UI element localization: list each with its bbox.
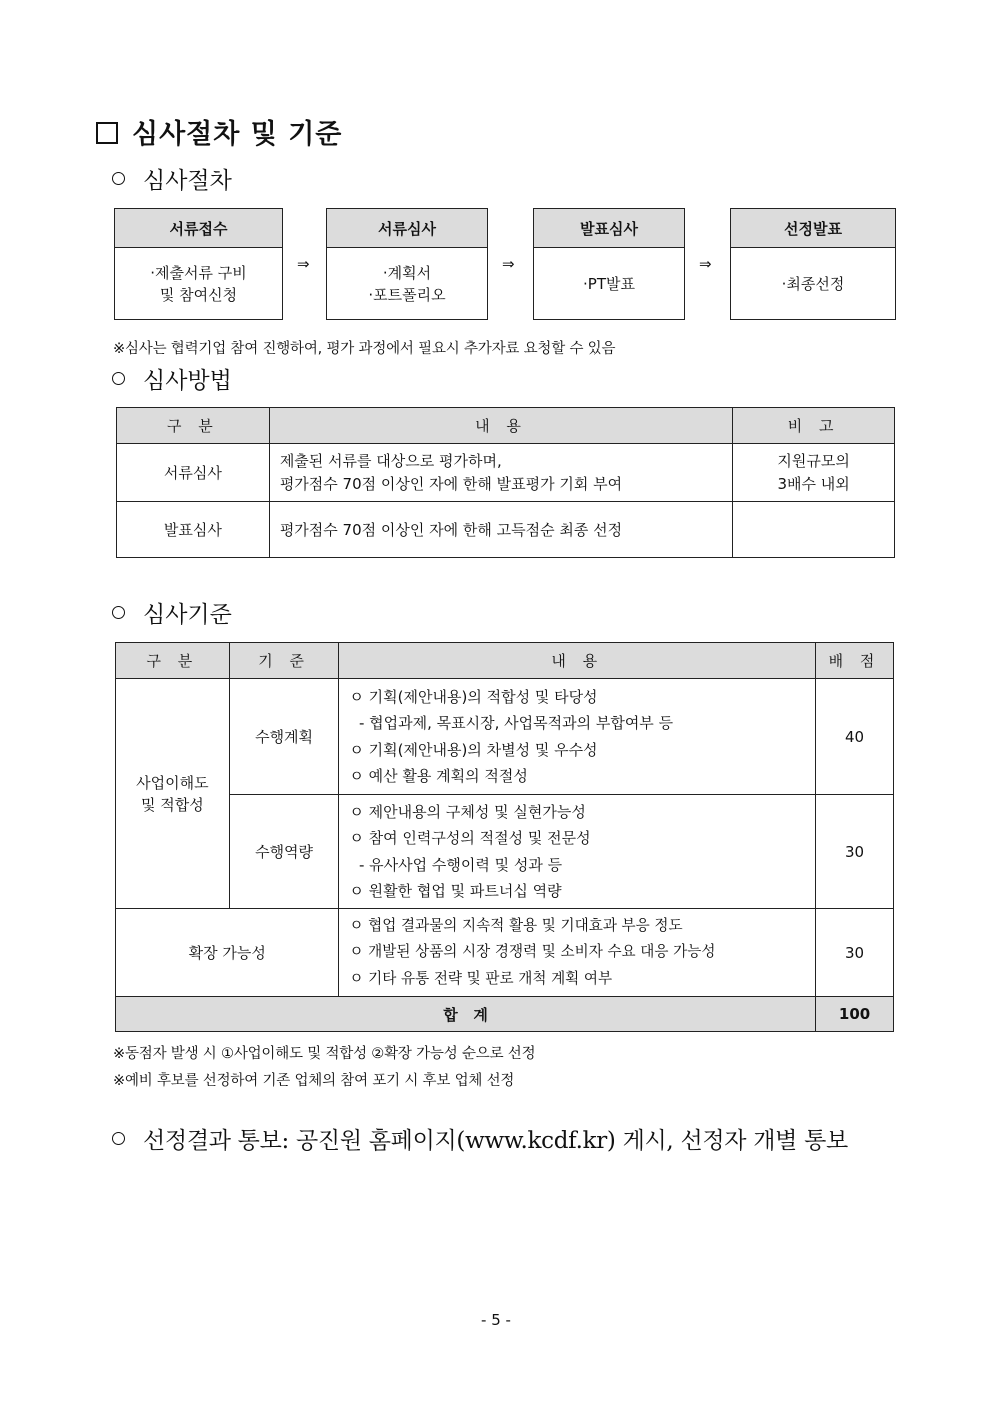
method-content: 제출된 서류를 대상으로 평가하며, 평가점수 70점 이상인 자에 한해 발표평가 기회 부여 (269, 444, 732, 502)
table-header: 구 분 (116, 643, 230, 679)
method-remark: 지원규모의 3배수 내외 (733, 444, 895, 502)
table-header: 내 용 (339, 643, 816, 679)
table-row (117, 444, 895, 502)
method-content: 평가점수 70점 이상인 자에 한해 고득점순 최종 선정 (269, 502, 732, 558)
step-body: ·제출서류 구비 및 참여신청 (150, 263, 247, 304)
table-row (116, 679, 894, 795)
method-remark (733, 502, 895, 558)
criteria-score: 40 (816, 679, 894, 795)
step-title: 발표심사 (534, 209, 684, 248)
criteria-note: ※예비 후보를 선정하여 기존 업체의 참여 포기 시 후보 업체 선정 (113, 1073, 515, 1089)
criteria-score: 30 (816, 909, 894, 997)
checkbox-square-icon (96, 122, 118, 144)
total-row (116, 997, 894, 1032)
table-header: 내 용 (269, 408, 732, 444)
criteria-category: 사업이해도 및 적합성 (116, 679, 230, 909)
circle-bullet-icon (112, 372, 125, 385)
method-heading: 심사방법 (112, 362, 232, 395)
criteria-score: 30 (816, 795, 894, 909)
table-row (116, 795, 894, 909)
criteria-content: ㅇ 기획(제안내용)의 적합성 및 타당성 - 협업과제, 목표시장, 사업목적과의 부합여부 등 ㅇ 기획(제안내용)의 차별성 및 우수성 ㅇ 예산 활용 계획의 적절성 (339, 679, 816, 795)
arrow-right-icon: ⇒ (502, 255, 515, 273)
table-row (116, 909, 894, 997)
criteria-note: ※동점자 발생 시 ①사업이해도 및 적합성 ②확장 가능성 순으로 선정 (113, 1046, 536, 1062)
total-label: 합 계 (116, 997, 816, 1032)
procedure-heading: 심사절차 (112, 162, 232, 195)
step-box (114, 208, 283, 320)
criteria-heading: 심사기준 (112, 596, 232, 629)
method-type: 서류심사 (117, 444, 270, 502)
criteria-table (115, 642, 894, 1032)
criteria-category: 확장 가능성 (116, 909, 339, 997)
step-body: ·최종선정 (781, 274, 845, 293)
arrow-right-icon: ⇒ (297, 255, 310, 273)
section-title: 심사절차 및 기준 (96, 112, 342, 151)
criteria-criterion: 수행계획 (229, 679, 339, 795)
table-row (117, 502, 895, 558)
step-body: ·계획서 ·포트폴리오 (368, 263, 446, 304)
procedure-note: ※심사는 협력기업 참여 진행하여, 평가 과정에서 필요시 추가자료 요청할 수 있음 (113, 341, 616, 357)
method-type: 발표심사 (117, 502, 270, 558)
step-box (533, 208, 685, 320)
step-body: ·PT발표 (583, 274, 635, 293)
step-box (326, 208, 488, 320)
result-heading: 선정결과 통보: 공진원 홈페이지(www.kcdf.kr) 게시, 선정자 개별 통보 (112, 1122, 848, 1155)
arrow-right-icon: ⇒ (699, 255, 712, 273)
table-header: 기 준 (229, 643, 339, 679)
table-header: 배 점 (816, 643, 894, 679)
step-title: 서류접수 (115, 209, 282, 248)
criteria-criterion: 수행역량 (229, 795, 339, 909)
total-score: 100 (816, 997, 894, 1032)
page-number: - 5 - (481, 1311, 511, 1329)
table-header: 구 분 (117, 408, 270, 444)
circle-bullet-icon (112, 1132, 125, 1145)
circle-bullet-icon (112, 606, 125, 619)
step-title: 선정발표 (731, 209, 895, 248)
criteria-content: ㅇ 협업 결과물의 지속적 활용 및 기대효과 부응 정도 ㅇ 개발된 상품의 시장 경쟁력 및 소비자 수요 대응 가능성 ㅇ 기타 유통 전략 및 판로 개척 계획 여부 (339, 909, 816, 997)
method-table (116, 407, 895, 558)
circle-bullet-icon (112, 172, 125, 185)
step-title: 서류심사 (327, 209, 487, 248)
criteria-content: ㅇ 제안내용의 구체성 및 실현가능성 ㅇ 참여 인력구성의 적절성 및 전문성 - 유사사업 수행이력 및 성과 등 ㅇ 원활한 협업 및 파트너십 역량 (339, 795, 816, 909)
step-box (730, 208, 896, 320)
table-header: 비 고 (733, 408, 895, 444)
